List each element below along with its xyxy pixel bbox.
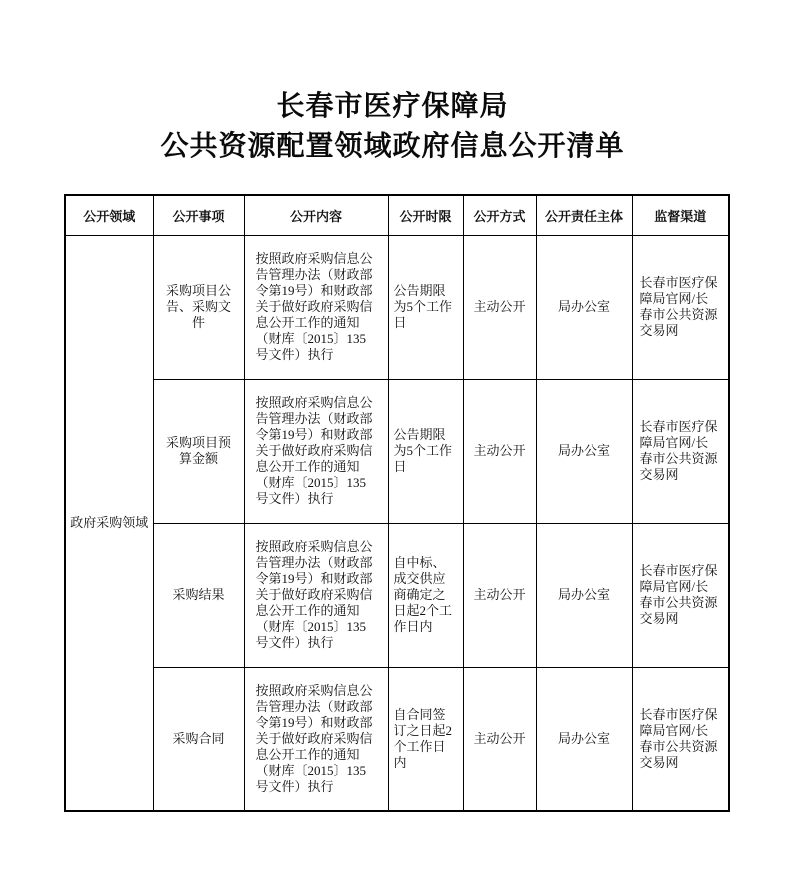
header-cell-item: 公开事项 — [153, 195, 244, 235]
cell-supervision: 长春市医疗保障局官网/长春市公共资源交易网 — [632, 379, 729, 523]
cell-domain: 政府采购领域 — [65, 235, 153, 811]
cell-item: 采购项目预算金额 — [153, 379, 244, 523]
disclosure-table — [64, 194, 730, 812]
title-line-1: 长春市医疗保障局 — [276, 90, 509, 121]
cell-method: 主动公开 — [463, 379, 536, 523]
cell-item: 采购项目公告、采购文件 — [153, 235, 244, 379]
cell-responsible: 局办公室 — [536, 235, 632, 379]
header-cell-deadline: 公开时限 — [388, 195, 463, 235]
cell-content: 按照政府采购信息公告管理办法（财政部令第19号）和财政部关于做好政府采购信息公开工作的通知（财库〔2015〕135号文件）执行 — [244, 235, 388, 379]
table-row-procurement-result — [65, 523, 729, 667]
cell-responsible: 局办公室 — [536, 379, 632, 523]
title-line-2: 公共资源配置领域政府信息公开清单 — [160, 130, 625, 161]
cell-content: 按照政府采购信息公告管理办法（财政部令第19号）和财政部关于做好政府采购信息公开工作的通知（财库〔2015〕135号文件）执行 — [244, 379, 388, 523]
cell-supervision: 长春市医疗保障局官网/长春市公共资源交易网 — [632, 667, 729, 811]
cell-supervision: 长春市医疗保障局官网/长春市公共资源交易网 — [632, 235, 729, 379]
cell-deadline: 自合同签订之日起2个工作日内 — [388, 667, 463, 811]
table-row-procurement-contract — [65, 667, 729, 811]
document-title — [0, 0, 785, 166]
cell-method: 主动公开 — [463, 523, 536, 667]
header-cell-method: 公开方式 — [463, 195, 536, 235]
cell-item: 采购合同 — [153, 667, 244, 811]
cell-deadline: 公告期限为5个工作日 — [388, 235, 463, 379]
cell-deadline: 公告期限为5个工作日 — [388, 379, 463, 523]
table-row-procurement-announcement — [65, 235, 729, 379]
table-header-row — [65, 195, 729, 235]
header-cell-domain: 公开领域 — [65, 195, 153, 235]
cell-item: 采购结果 — [153, 523, 244, 667]
cell-content: 按照政府采购信息公告管理办法（财政部令第19号）和财政部关于做好政府采购信息公开工作的通知（财库〔2015〕135号文件）执行 — [244, 667, 388, 811]
header-cell-supervision: 监督渠道 — [632, 195, 729, 235]
header-cell-content: 公开内容 — [244, 195, 388, 235]
table-row-procurement-budget — [65, 379, 729, 523]
cell-method: 主动公开 — [463, 667, 536, 811]
cell-responsible: 局办公室 — [536, 667, 632, 811]
cell-method: 主动公开 — [463, 235, 536, 379]
cell-content: 按照政府采购信息公告管理办法（财政部令第19号）和财政部关于做好政府采购信息公开工作的通知（财库〔2015〕135号文件）执行 — [244, 523, 388, 667]
cell-supervision: 长春市医疗保障局官网/长春市公共资源交易网 — [632, 523, 729, 667]
cell-responsible: 局办公室 — [536, 523, 632, 667]
cell-deadline: 自中标、成交供应商确定之日起2个工作日内 — [388, 523, 463, 667]
header-cell-responsible: 公开责任主体 — [536, 195, 632, 235]
